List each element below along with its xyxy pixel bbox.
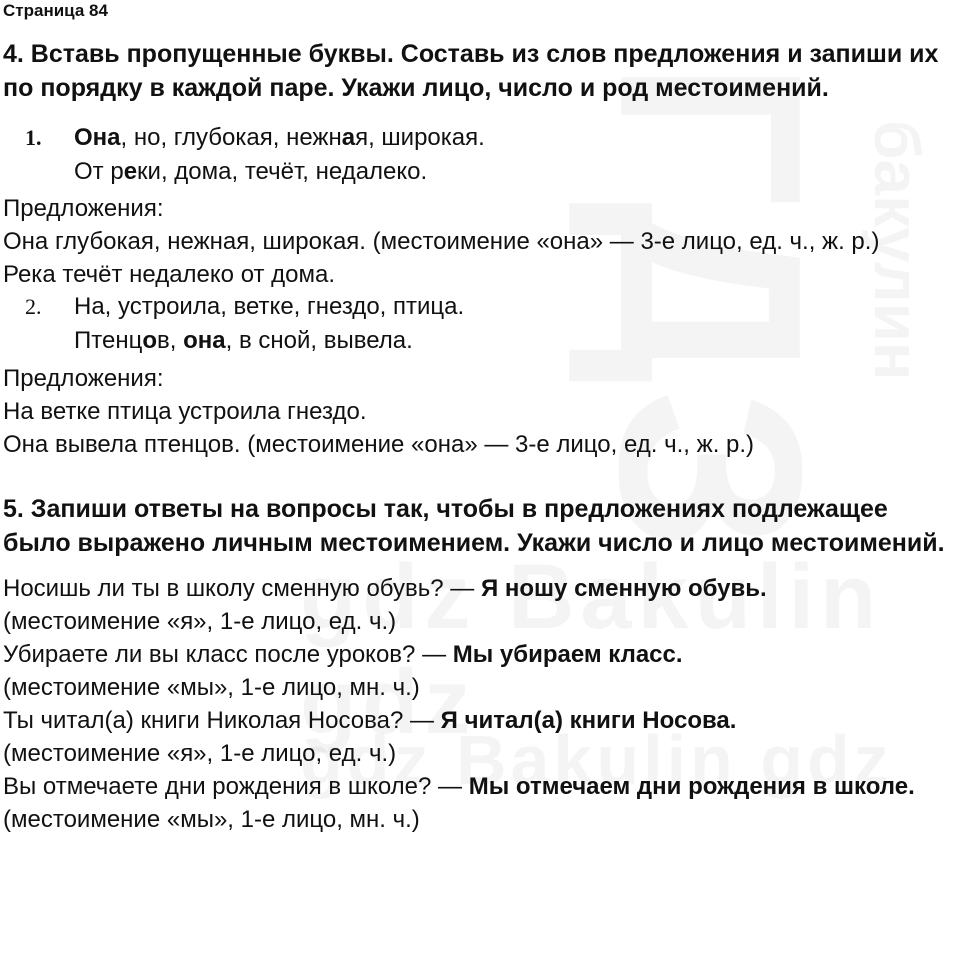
- task-4-pair-1: [3, 121, 962, 189]
- qa-item: [3, 770, 962, 836]
- task-5-title: 5. Запиши ответы на вопросы так, чтобы в предложениях подлежащее было выражено личным местоимением. Укажи число и лицо местоимений.: [3, 495, 945, 557]
- task-4-pair-2: [3, 290, 962, 358]
- qa-item: [3, 638, 962, 704]
- pair-text: в,: [157, 327, 184, 354]
- answer-text: Мы отмечаем дни рождения в школе.: [468, 773, 915, 800]
- sentences-label: Предложения:: [3, 365, 164, 392]
- pair-text: От р: [74, 158, 124, 185]
- answer-text: Я ношу сменную обувь.: [480, 575, 767, 602]
- answer-text: Я читал(а) книги Носова.: [440, 707, 737, 734]
- pronoun-word: она: [183, 327, 226, 354]
- sentences-label: Предложения:: [3, 195, 164, 222]
- question-text: Ты читал(а) книги Николая Носова? —: [3, 707, 441, 734]
- pair-line: [74, 324, 962, 358]
- sentence: Река течёт недалеко от дома.: [3, 261, 336, 288]
- task-5-answers: [3, 572, 962, 836]
- pair-text: Птенц: [74, 327, 143, 354]
- answer-text: Мы убираем класс.: [452, 641, 683, 668]
- inserted-letter: а: [341, 124, 356, 151]
- sentence: Она вывела птенцов. (местоимение «она» — 3-е лицо, ед. ч., ж. р.): [3, 431, 755, 458]
- question-text: Убираете ли вы класс после уроков? —: [3, 641, 453, 668]
- question-text: Носишь ли ты в школу сменную обувь? —: [3, 575, 481, 602]
- pair-text: ки, дома, течёт, недалеко.: [137, 158, 428, 185]
- task-4-title: 4. Вставь пропущенные буквы. Составь из слов предложения и запиши их по порядку в каждой паре. Укажи лицо, число и род местоимений.: [3, 40, 939, 102]
- pair-number: 2.: [25, 294, 42, 319]
- pair-text: , в сной, вывела.: [225, 327, 413, 354]
- pair-line: [74, 155, 962, 189]
- page-label: Страница 84: [3, 1, 108, 20]
- pair-line: На, устроила, ветке, гнездо, птица.: [74, 293, 465, 320]
- qa-item: [3, 572, 962, 638]
- pair-text: я, широкая.: [355, 124, 485, 151]
- question-text: Вы отмечаете дни рождения в школе? —: [3, 773, 469, 800]
- pronoun-note: (местоимение «мы», 1-е лицо, мн. ч.): [3, 806, 420, 833]
- inserted-letter: о: [142, 327, 157, 354]
- sentence: На ветке птица устроила гнездо.: [3, 398, 367, 425]
- pair-text: , но, глубокая, нежн: [120, 124, 342, 151]
- pronoun-note: (местоимение «я», 1-е лицо, ед. ч.): [3, 608, 397, 635]
- pair-line: [74, 121, 962, 155]
- pronoun-note: (местоимение «мы», 1-е лицо, мн. ч.): [3, 674, 420, 701]
- pronoun-note: (местоимение «я», 1-е лицо, ед. ч.): [3, 740, 397, 767]
- inserted-letter: е: [123, 158, 138, 185]
- pair-number: 1.: [25, 125, 42, 150]
- qa-item: [3, 704, 962, 770]
- pronoun-word: Она: [74, 124, 121, 151]
- sentence: Она глубокая, нежная, широкая. (местоимение «она» — 3-е лицо, ед. ч., ж. р.): [3, 228, 880, 255]
